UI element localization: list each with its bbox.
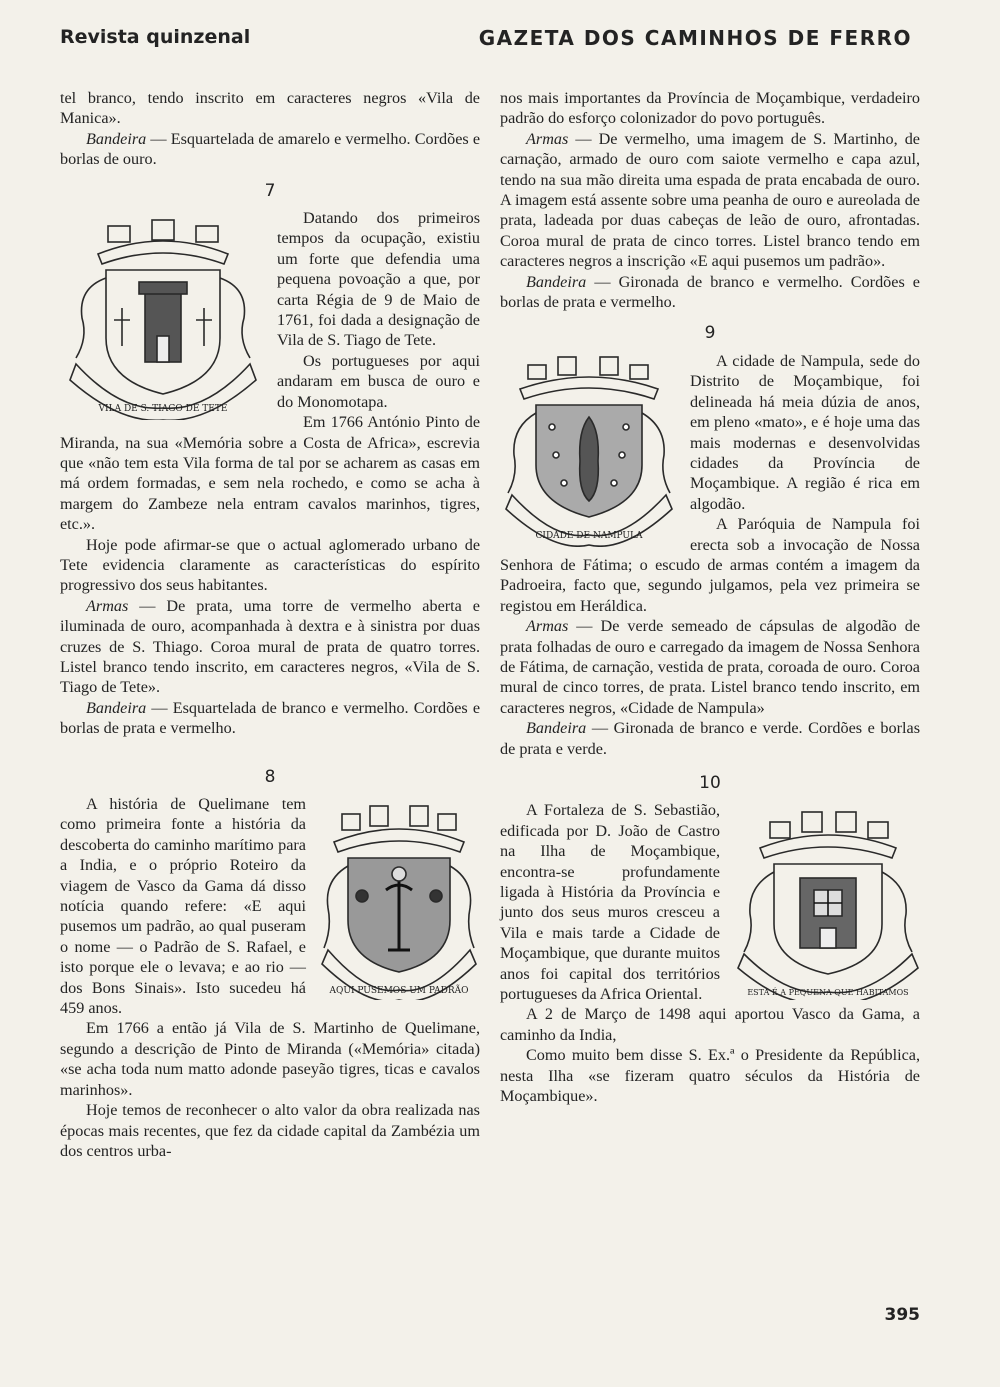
bandeira-text: Gironada de branco e vermelho. Cordões e borlas de prata e vermelho. bbox=[500, 272, 920, 312]
section7-paragraph: Em 1766 António Pinto de Miranda, na sua «Memória sobre a Costa de Africa», escrevia que «não tem esta Vila forma de tal por se acharem as casas em má ordem formadas, e sem nela rochedo, e como se acha à margem do Zambeze nela entram cavalos marinhos, tigres, etc.». bbox=[60, 413, 480, 534]
nampula-coat-of-arms bbox=[500, 351, 678, 547]
section9-paragraph: A Paróquia de Nampula foi erecta sob a invocação de Nossa Senhora de Fátima; o escudo de armas contém a imagem da Padroeira, facto que, segundo julgamos, pela vez primeira se registou em Heráldica. bbox=[500, 515, 920, 615]
right-column bbox=[500, 88, 920, 1107]
section7-paragraph: Hoje pode afirmar-se que o actual aglomerado urbano de Tete evidencia claramente as características do espírito progressivo dos seus habitantes. bbox=[60, 535, 480, 595]
bandeira-text: Esquartelada de branco e vermelho. Cordões e borlas de prata e vermelho. bbox=[60, 698, 481, 738]
section8-continuation: nos mais importantes da Província de Moçambique, verdadeiro padrão do esforço colonizador do povo português. bbox=[500, 89, 920, 128]
section10-paragraph: A Fortaleza de S. Sebastião, edificada por D. João de Castro na Ilha de Moçambique, encontra-se profundamente ligada à História da Província e junto dos seus muros cresceu a Vila e mais tarde a Cidade de Moçambique, que durante muitos anos foi capital dos territórios portugueses da Africa Oriental. bbox=[500, 801, 720, 1004]
armas-text: De prata, uma torre de vermelho aberta e iluminada de ouro, acompanhada à dextra e à sinistra por duas cruzes de S. Thiago. Coroa mural de prata de quatro torres. Listel branco tendo inscrito, em caracteres negros, «Vila de S. Tiago de Tete». bbox=[60, 596, 480, 697]
section8-paragraph: Em 1766 a então já Vila de S. Martinho de Quelimane, segundo a descrição de Pinto de Miranda («Memória» citada) «se acha toda num matto adonde paseyão tigres, ticas e cavalos marinhos». bbox=[60, 1019, 480, 1099]
bandeira-label: Bandeira bbox=[526, 272, 587, 291]
section-number-9: 9 bbox=[704, 323, 716, 344]
intro-bandeira: Bandeira — Esquartelada de amarelo e vermelho. Cordões e borlas de ouro. bbox=[60, 129, 480, 169]
section8-armas: Armas — De vermelho, uma imagem de S. Martinho, de carnação, armado de ouro com saiote vermelho e capa azul, tendo na sua mão direita uma espada de prata encabada de ouro. A imagem está assente sobre uma peanha de ouro e aureolada de prata, ladeada por duas cabeças de leão de ouro, afrontadas. Coroa mural de prata de cinco torres. Listel branco tendo em caracteres negros a inscrição «E aqui pusemos um padrão». bbox=[500, 129, 920, 271]
tete-coat-of-arms bbox=[60, 208, 265, 420]
bandeira-label: Bandeira bbox=[526, 719, 587, 738]
section9-bandeira: Bandeira — Gironada de branco e verde. Cordões e borlas de prata e verde. bbox=[500, 719, 920, 758]
bandeira-label: Bandeira bbox=[86, 698, 147, 717]
tete-motto: VILA DE S. TIAGO DE TETE bbox=[98, 404, 228, 415]
bandeira-text: Esquartelada de amarelo e vermelho. Cordões e borlas de ouro. bbox=[60, 129, 480, 169]
section-number-8: 8 bbox=[264, 766, 276, 787]
running-header-left: Revista quinzenal bbox=[60, 26, 251, 48]
armas-label: Armas bbox=[86, 596, 129, 615]
running-header-right: GAZETA DOS CAMINHOS DE FERRO bbox=[478, 26, 912, 50]
section9-armas: Armas — De verde semeado de cápsulas de algodão de prata folhadas de ouro e carregado da imagem de Nossa Senhora de Fátima, de carnação, vestida de prata, coroada de ouro. Coroa mural de cinco torres, de prata. Listel branco tendo inscrito, em caracteres negros, «Cidade de Nampula» bbox=[500, 617, 921, 717]
section-number-7: 7 bbox=[264, 180, 276, 201]
section9-paragraph: A cidade de Nampula, sede do Distrito de Moçambique, foi delineada há meia dúzia de anos, em pleno «mato», e é hoje uma das mais modernas e desenvolvidas cidades da Província de Moçambique. A região é rica em algodão. bbox=[690, 351, 920, 513]
armas-text: De vermelho, uma imagem de S. Martinho, de carnação, armado de ouro com saiote vermelho e capa azul, tendo na sua mão direita uma espada de prata encabada de ouro. A imagem está assente sobre uma peanha de ouro e aureolada de prata, ladeada por duas cabeças de leão de ouro, afrontadas. Coroa mural de prata de cinco torres. Listel branco tendo em caracteres negros a inscrição «E aqui pusemos um padrão». bbox=[500, 129, 920, 271]
quelimane-motto: AQUI PUSEMOS UM PADRÃO bbox=[329, 986, 469, 996]
section7-bandeira: Bandeira — Esquartelada de branco e vermelho. Cordões e borlas de prata e vermelho. bbox=[60, 698, 481, 738]
mocambique-coat-of-arms bbox=[730, 804, 926, 1000]
section8-paragraph: Hoje temos de reconhecer o alto valor da obra realizada nas épocas mais recentes, que fez da cidade capital da Zambézia um dos centros urba- bbox=[60, 1101, 480, 1160]
armas-text: De verde semeado de cápsulas de algodão de prata folhadas de ouro e carregado da imagem de Nossa Senhora de Fátima, de carnação, vestida de prata, coroada de ouro. Coroa mural de cinco torres, de prata. Listel branco tendo inscrito, em caracteres negros, «Cidade de Nampula» bbox=[500, 617, 921, 717]
quelimane-coat-of-arms bbox=[318, 800, 480, 1000]
left-column bbox=[60, 88, 480, 1161]
section7-paragraph: Os portugueses por aqui andaram em busca de ouro e do Monomotapa. bbox=[277, 351, 480, 411]
bandeira-label: Bandeira bbox=[86, 129, 147, 148]
nampula-motto: CIDADE DE NAMPULA bbox=[535, 530, 643, 541]
intro-paragraph: tel branco, tendo inscrito em caracteres negros «Vila de Manica». bbox=[60, 89, 480, 128]
section8-bandeira: Bandeira — Gironada de branco e vermelho. Cordões e borlas de prata e vermelho. bbox=[500, 272, 920, 312]
section7-armas: Armas — De prata, uma torre de vermelho aberta e iluminada de ouro, acompanhada à dextra e à sinistra por duas cruzes de S. Thiago. Coroa mural de prata de quatro torres. Listel branco tendo inscrito, em caracteres negros, «Vila de S. Tiago de Tete». bbox=[60, 596, 480, 697]
section10-paragraph: A 2 de Março de 1498 aqui aportou Vasco da Gama, a caminho da India, bbox=[500, 1005, 920, 1044]
bandeira-text: Gironada de branco e verde. Cordões e borlas de prata e verde. bbox=[500, 719, 920, 758]
section7-paragraph: Datando dos primeiros tempos da ocupação, existiu um forte que defendia uma pequena povoação a que, por carta Régia de 9 de Maio de 1761, foi dada a designação de Vila de S. Tiago de Tete. bbox=[277, 209, 480, 350]
mocambique-motto: ESTA É A PEQUENA QUE HABITAMOS bbox=[747, 988, 909, 998]
page-number: 395 bbox=[884, 1305, 920, 1325]
section8-paragraph: A história de Quelimane tem como primeira fonte a história da descoberta do caminho marítimo para a India, e o próprio Roteiro da viagem de Vasco da Gama dá disso notícia quando refere: «E aqui pusemos um padrão, ao qual puseram o nome — o Padrão de S. Rafael, e isto porque ele o levava; e ao rio — dos Bons Sinais». Isto sucedeu há 459 anos. bbox=[60, 795, 306, 1018]
armas-label: Armas bbox=[526, 617, 569, 636]
section-number-10: 10 bbox=[699, 773, 721, 793]
section10-paragraph: Como muito bem disse S. Ex.ª o Presidente da República, nesta Ilha «se fizeram quatro séculos da História de Moçambique». bbox=[500, 1046, 920, 1106]
armas-label: Armas bbox=[526, 129, 569, 148]
